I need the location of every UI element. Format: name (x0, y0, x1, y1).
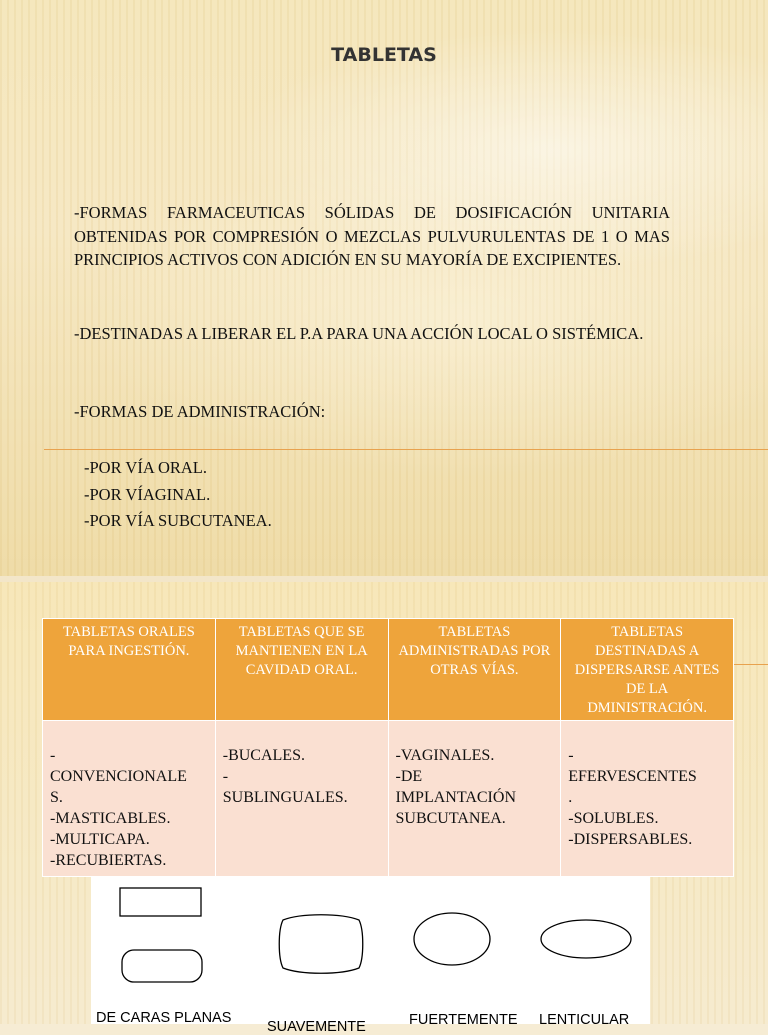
table-header-cell: TABLETAS ADMINISTRADAS POR OTRAS VÍAS. (388, 619, 561, 721)
route-item: -POR VÍA ORAL. (84, 458, 208, 477)
administration-routes-list (84, 455, 272, 535)
purpose-paragraph: -DESTINADAS A LIBERAR EL P.A PARA UNA ACCIÓN LOCAL O SISTÉMICA. (74, 324, 644, 343)
administration-heading: -FORMAS DE ADMINISTRACIÓN: (74, 402, 326, 421)
cell-line: -MASTICABLES. (50, 810, 171, 827)
divider-line (730, 664, 768, 665)
cell-line: SUBLINGUALES. (222, 789, 348, 806)
cell-line: EFERVESCENTES (568, 768, 697, 785)
strongly-convex-shape (414, 913, 490, 965)
cell-line: - (50, 747, 56, 764)
tablet-shapes-figure (91, 876, 650, 1035)
cell-line: . (568, 789, 573, 806)
table-header-cell: TABLETAS ORALES PARA INGESTIÓN. (43, 619, 216, 721)
cell-line: -VAGINALES. (395, 747, 495, 764)
cell-line: - (222, 768, 229, 785)
slide-title: TABLETAS (331, 44, 437, 66)
shape-caption: SUAVEMENTE (267, 1019, 366, 1035)
tablet-types-table-wrapper (42, 618, 734, 877)
lenticular-shape (541, 920, 631, 958)
cell-line: -RECUBIERTAS. (50, 852, 167, 869)
tablet-shapes-drawing (91, 876, 650, 1024)
cell-line: SUBCUTANEA. (395, 810, 506, 827)
table-header-cell: TABLETAS QUE SE MANTIENEN EN LA CAVIDAD ORAL. (215, 619, 388, 721)
shape-caption: DE CARAS PLANAS (96, 1010, 232, 1026)
cell-line: -SOLUBLES. (568, 810, 659, 827)
cell-line: -BUCALES. (222, 747, 305, 764)
slide-2 (0, 582, 768, 1035)
shape-caption: LENTICULAR (539, 1012, 630, 1028)
table-row (43, 721, 734, 877)
table-cell-dispersible (561, 721, 734, 877)
cell-line: - (568, 747, 574, 764)
cell-line: -DE (395, 768, 423, 785)
table-header-row (43, 619, 734, 721)
tablet-types-table (42, 618, 734, 877)
cell-line: -MULTICAPA. (50, 831, 150, 848)
table-header-cell: TABLETAS DESTINADAS A DISPERSARSE ANTES DE LA DMINISTRACIÓN. (561, 619, 734, 721)
table-cell-oral-cavity (215, 721, 388, 877)
slightly-convex-shape (279, 915, 363, 974)
shape-caption: FUERTEMENTE (409, 1012, 518, 1028)
table-cell-oral (43, 721, 216, 877)
route-item: -POR VÍA SUBCUTANEA. (84, 511, 272, 530)
cell-line: IMPLANTACIÓN (395, 789, 516, 806)
divider-line (44, 449, 768, 450)
route-item: -POR VÍAGINAL. (84, 484, 211, 504)
cell-line: CONVENCIONALE (50, 768, 187, 785)
table-cell-other-routes (388, 721, 561, 877)
definition-paragraph: -FORMAS FARMACEUTICAS SÓLIDAS DE DOSIFICACIÓN UNITARIA OBTENIDAS POR COMPRESIÓN O MEZCLAS PULVURULENTAS DE 1 O MAS PRINCIPIOS ACTIVOS CON ADICIÓN EN SU MAYORÍA DE EXCIPIENTES. (74, 203, 670, 269)
cell-line: -DISPERSABLES. (568, 831, 693, 848)
flat-face-rect-shape (120, 888, 201, 916)
cell-line: S. (50, 789, 63, 806)
flat-face-rounded-shape (122, 950, 202, 982)
